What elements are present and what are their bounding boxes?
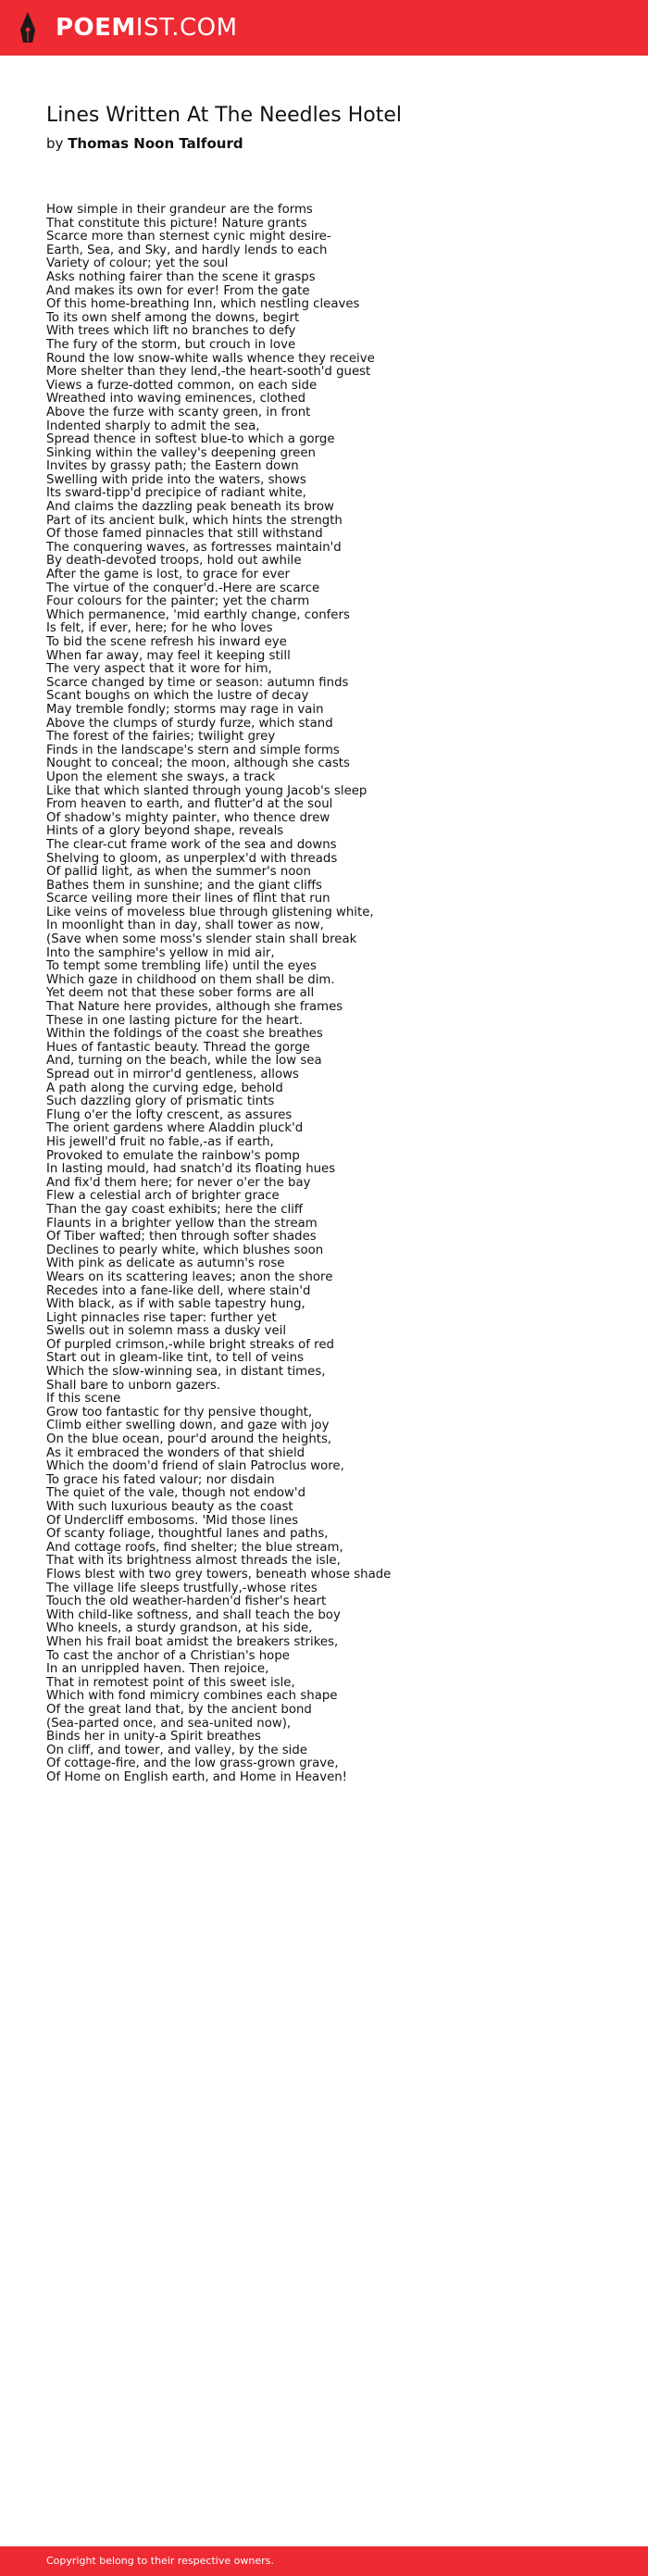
poem-line: With black, as if with sable tapestry hung, [46, 1297, 305, 1312]
poem-line: In moonlight than in day, shall tower as now, [46, 919, 324, 933]
poem-line: Than the gay coast exhibits; here the cliff [46, 1202, 304, 1217]
poem-line: Recedes into a fane-like dell, where stain'd [46, 1283, 311, 1298]
poem-line: And claims the dazzling peak beneath its brow [46, 500, 334, 515]
poem-line: Of Undercliff embosoms. 'Mid those lines [46, 1513, 299, 1528]
poem-line: Four colours for the painter; yet the charm [46, 594, 310, 609]
poem-line: Which with fond mimicry combines each shape [46, 1689, 338, 1704]
poem-line: Views a furze-dotted common, on each side [46, 378, 318, 393]
poem-line: Of shadow's mighty painter, who thence drew [46, 810, 330, 825]
poem-line: To cast the anchor of a Christian's hope [46, 1648, 290, 1663]
poem-line: Like that which slanted through young Jacob's sleep [46, 783, 368, 798]
site-logo[interactable] [56, 0, 238, 56]
poem-line: That Nature here provides, although she frames [46, 1000, 343, 1015]
poem-line: In an unrippled haven. Then rejoice, [46, 1662, 269, 1677]
poem-line: Sinking within the valley's deepening green [46, 445, 316, 460]
poem-line: As it embraced the wonders of that shield [46, 1445, 305, 1460]
poem-line: Flows blest with two grey towers, beneath whose shade [46, 1567, 392, 1582]
poem-line: And cottage roofs, find shelter; the blue stream, [46, 1540, 343, 1555]
poem-line: The fury of the storm, but crouch in love [46, 337, 296, 352]
poem-line: Shelving to gloom, as unperplex'd with threads [46, 851, 338, 866]
poem-line: On cliff, and tower, and valley, by the side [46, 1743, 307, 1757]
poem-line: In lasting mould, had snatch'd its floating hues [46, 1162, 336, 1177]
poem-line: When far away, may feel it keeping still [46, 648, 291, 663]
poem-line: Grow too fantastic for thy pensive thought, [46, 1405, 313, 1419]
poem-line: Wreathed into waving eminences, clothed [46, 392, 306, 406]
poem-line: Of the great land that, by the ancient bond [46, 1702, 312, 1717]
poem-line: Nought to conceal; the moon, although she casts [46, 757, 350, 771]
poem-line: Indented sharply to admit the sea, [46, 419, 260, 433]
poem-line: Upon the element she sways, a track [46, 769, 276, 784]
poem-line: The village life sleeps trustfully,-whose rites [46, 1581, 318, 1595]
poem-line: A path along the curving edge, behold [46, 1081, 283, 1095]
poem-line: Hints of a glory beyond shape, reveals [46, 824, 284, 839]
poem-line: Earth, Sea, and Sky, and hardly lends to each [46, 243, 328, 257]
site-footer [0, 2546, 648, 2576]
author-link[interactable]: Thomas Noon Talfourd [68, 135, 243, 152]
poem-line: Of cottage-fire, and the low grass-grown grave, [46, 1757, 339, 1771]
poem-line: Which the doom'd friend of slain Patroclus wore, [46, 1459, 344, 1474]
poem-line: Its sward-tipp'd precipice of radiant white, [46, 486, 306, 501]
poem-line: Of Home on English earth, and Home in Heaven! [46, 1769, 348, 1784]
poem-line: Of those famed pinnacles that still withstand [46, 527, 323, 542]
poem-line: How simple in their grandeur are the forms [46, 203, 313, 217]
poem-line: Spread thence in softest blue-to which a gorge [46, 432, 335, 447]
poem-line: Into the samphire's yellow in mid air, [46, 945, 275, 960]
poem-line: Swells out in solemn mass a dusky veil [46, 1324, 287, 1339]
poem-line: Start out in gleam-like tint, to tell of veins [46, 1351, 305, 1366]
poem-line: May tremble fondly; storms may rage in vain [46, 702, 324, 717]
poem-line: And, turning on the beach, while the low sea [46, 1054, 322, 1069]
poem-line: If this scene [46, 1392, 121, 1407]
poem-line: Variety of colour; yet the soul [46, 256, 229, 271]
poem-line: Touch the old weather-harden'd fisher's heart [46, 1594, 327, 1609]
poem-line: That in remotest point of this sweet isle, [46, 1675, 295, 1690]
poem-line: The conquering waves, as fortresses maintain'd [46, 540, 342, 555]
poem-line: To bid the scene refresh his inward eye [46, 635, 287, 649]
poem-line: Above the clumps of sturdy furze, which stand [46, 716, 333, 731]
poem-line: Provoked to emulate the rainbow's pomp [46, 1148, 300, 1163]
poem-line: Is felt, if ever, here; for he who loves [46, 621, 273, 636]
byline [46, 135, 243, 152]
poem-line: Within the foldings of the coast she breathes [46, 1027, 323, 1042]
poem-line: Of purpled crimson,-while bright streaks of red [46, 1337, 334, 1352]
poem-line: On the blue ocean, pour'd around the heights, [46, 1432, 332, 1447]
poem-line: Light pinnacles rise taper: further yet [46, 1310, 277, 1325]
poem-line: After the game is lost, to grace for ever [46, 568, 290, 582]
poem-line: By death-devoted troops, hold out awhile [46, 554, 302, 569]
poem-line: Spread out in mirror'd gentleness, allows [46, 1068, 299, 1082]
poem-line: Swelling with pride into the waters, shows [46, 472, 306, 487]
poem-line: (Sea-parted once, and sea-united now), [46, 1716, 292, 1731]
poem-line: Yet deem not that these sober forms are all [46, 986, 315, 1001]
poem-line: Invites by grassy path; the Eastern down [46, 459, 299, 474]
poem-line: Scant boughs on which the lustre of decay [46, 689, 309, 704]
poem-line: The forest of the fairies; twilight grey [46, 730, 276, 744]
poem-line: The orient gardens where Aladdin pluck'd [46, 1121, 304, 1136]
poem-line: Flaunts in a brighter yellow than the stream [46, 1216, 318, 1231]
poem-line: Scarce more than sternest cynic might desire- [46, 230, 331, 244]
poem-line: Round the low snow-white walls whence they receive [46, 351, 375, 366]
poem-line: Above the furze with scanty green, in front [46, 405, 311, 419]
by-label: by [46, 135, 64, 152]
poem-line: These in one lasting picture for the heart. [46, 1013, 304, 1028]
poem-line: Bathes them in sunshine; and the giant cliffs [46, 878, 322, 893]
poem-line: With pink as delicate as autumn's rose [46, 1257, 285, 1271]
poem-line: And fix'd them here; for never o'er the bay [46, 1175, 311, 1190]
poem-line: Of this home-breathing Inn, which nestling cleaves [46, 297, 360, 312]
poem-line: Shall bare to unborn gazers. [46, 1378, 221, 1393]
poem-line: Asks nothing fairer than the scene it grasps [46, 269, 316, 284]
logo-thin-text: IST.COM [135, 14, 238, 42]
poem-line: From heaven to earth, and flutter'd at the soul [46, 797, 333, 812]
poem-line: Wears on its scattering leaves; anon the shore [46, 1269, 333, 1284]
fountain-pen-nib-icon [19, 11, 37, 44]
poem-line: More shelter than they lend,-the heart-sooth'd guest [46, 365, 371, 380]
poem-line: Finds in the landscape's stern and simple forms [46, 743, 340, 757]
poem-line: Hues of fantastic beauty. Thread the gorge [46, 1040, 310, 1055]
poem-line: Of scanty foliage, thoughtful lanes and paths, [46, 1527, 329, 1542]
poem-line: The virtue of the conquer'd.-Here are scarce [46, 581, 320, 595]
poem-line: The very aspect that it wore for him, [46, 662, 272, 677]
poem-line: Such dazzling glory of prismatic tints [46, 1094, 275, 1109]
poem-line: Of pallid light, as when the summer's noon [46, 865, 311, 880]
copyright-text: Copyright belong to their respective owners. [46, 2555, 274, 2567]
poem-line: Binds her in unity-a Spirit breathes [46, 1730, 261, 1744]
poem-line: Scarce veiling more their lines of flint that run [46, 892, 330, 907]
poem-line: To grace his fated valour; nor disdain [46, 1472, 275, 1487]
poem-line: With such luxurious beauty as the coast [46, 1500, 293, 1514]
poem-line: Flew a celestial arch of brighter grace [46, 1189, 280, 1204]
poem-line: With trees which lift no branches to defy [46, 324, 296, 339]
poem-line: The quiet of the vale, though not endow'd [46, 1486, 306, 1501]
poem-line: Which the slow-winning sea, in distant times, [46, 1365, 326, 1380]
poem-line: To tempt some trembling life) until the eyes [46, 959, 317, 974]
poem-line: Which permanence, 'mid earthly change, confers [46, 607, 350, 622]
poem-line: (Save when some moss's slender stain shall break [46, 932, 357, 947]
poem-line: Scarce changed by time or season: autumn finds [46, 675, 349, 690]
poem-line: Which gaze in childhood on them shall be dim. [46, 972, 335, 987]
poem-line: That constitute this picture! Nature grants [46, 216, 307, 231]
poem-line: Declines to pearly white, which blushes soon [46, 1243, 324, 1257]
poem-line: That with its brightness almost threads the isle, [46, 1554, 341, 1569]
poem-line: Flung o'er the lofty crescent, as assures [46, 1107, 293, 1122]
poem-title: Lines Written At The Needles Hotel [46, 104, 403, 127]
poem-line: Like veins of moveless blue through glistening white, [46, 905, 374, 919]
poem-line: When his frail boat amidst the breakers strikes, [46, 1634, 339, 1649]
poem-line: With child-like softness, and shall teach the boy [46, 1607, 341, 1622]
poem-body [46, 204, 620, 1784]
site-header [0, 0, 648, 56]
poem-line: And makes its own for ever! From the gate [46, 283, 310, 298]
logo-bold-text: POEM [56, 14, 136, 42]
poem-line: Part of its ancient bulk, which hints the strength [46, 513, 343, 528]
poem-line: To its own shelf among the downs, begirt [46, 310, 300, 325]
poem-line: The clear-cut frame work of the sea and downs [46, 837, 337, 852]
poem-line: Who kneels, a sturdy grandson, at his side, [46, 1621, 313, 1636]
poem-line: His jewell'd fruit no fable,-as if earth, [46, 1134, 274, 1149]
poem-line: Of Tiber wafted; then through softer shades [46, 1230, 317, 1244]
poem-line: Climb either swelling down, and gaze with joy [46, 1419, 330, 1433]
